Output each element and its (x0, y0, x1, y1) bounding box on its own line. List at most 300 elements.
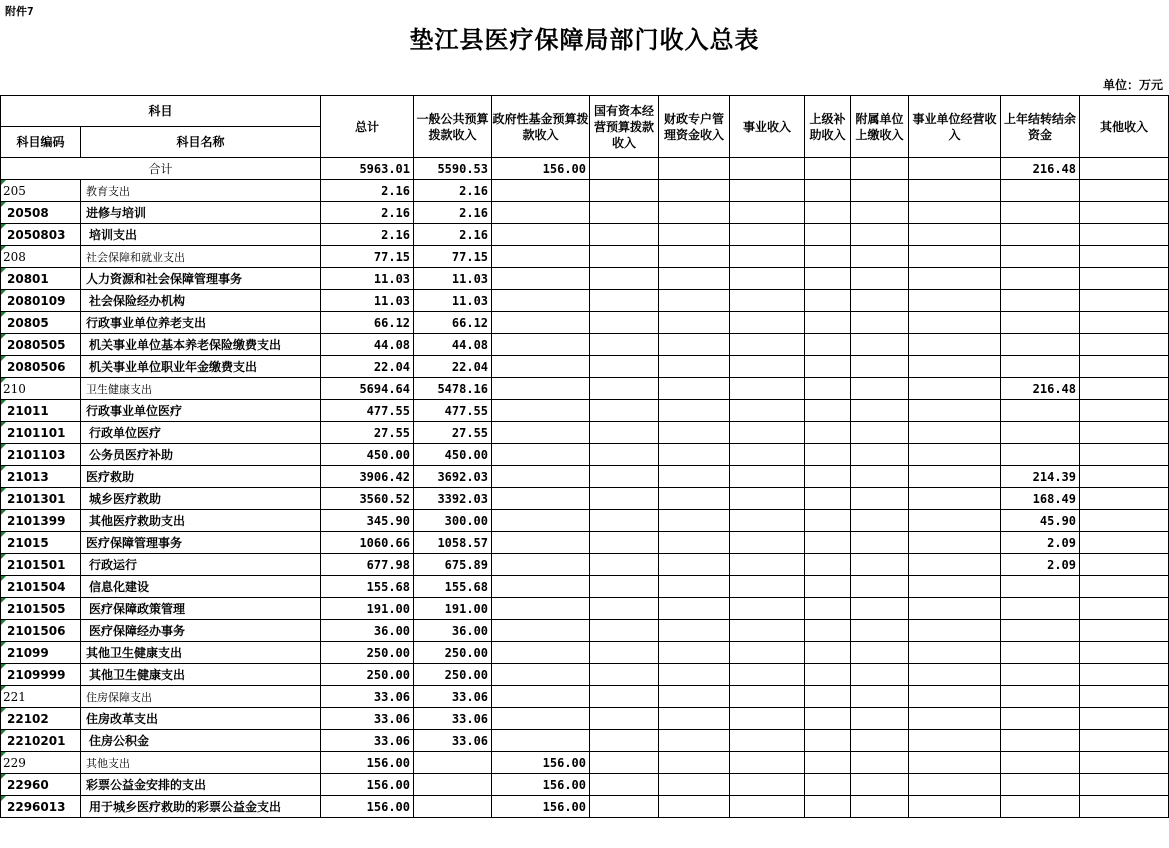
business-income-cell (730, 268, 805, 290)
total-cell: 156.00 (321, 796, 414, 818)
total-cell: 191.00 (321, 598, 414, 620)
affiliated-unit-cell (851, 400, 909, 422)
other-income-cell (1080, 444, 1169, 466)
state-capital-cell (590, 554, 659, 576)
carryover-cell (1001, 334, 1080, 356)
superior-subsidy-cell (805, 686, 851, 708)
state-capital-cell (590, 400, 659, 422)
superior-subsidy-cell (805, 554, 851, 576)
carryover-cell (1001, 180, 1080, 202)
general-budget-cell: 3692.03 (414, 466, 492, 488)
affiliated-unit-cell (851, 576, 909, 598)
state-capital-cell (590, 268, 659, 290)
fiscal-special-cell (659, 642, 730, 664)
state-capital-cell (590, 444, 659, 466)
page-title: 垫江县医疗保障局部门收入总表 (409, 25, 760, 54)
table-row (1, 730, 1169, 752)
fiscal-special-cell (659, 774, 730, 796)
table-row (1, 312, 1169, 334)
affiliated-unit-cell (851, 796, 909, 818)
affiliated-unit-cell (851, 598, 909, 620)
state-capital-cell (590, 422, 659, 444)
general-budget-cell: 33.06 (414, 730, 492, 752)
business-operation-cell (909, 598, 1001, 620)
other-income-cell (1080, 422, 1169, 444)
fiscal-special-cell (659, 554, 730, 576)
subject-code-cell: 2109999 (1, 664, 81, 686)
table-row (1, 598, 1169, 620)
header-state-capital: 国有资本经营预算拨款收入 (590, 96, 659, 158)
subject-code-cell: 21013 (1, 466, 81, 488)
business-income-cell (730, 510, 805, 532)
subject-name-cell: 其他卫生健康支出 (81, 664, 321, 686)
gov-fund-cell (492, 268, 590, 290)
total-cell: 250.00 (321, 642, 414, 664)
table-row (1, 488, 1169, 510)
other-income-cell (1080, 290, 1169, 312)
business-income-cell (730, 620, 805, 642)
subject-code-cell: 21015 (1, 532, 81, 554)
total-cell: 11.03 (321, 268, 414, 290)
business-income-cell (730, 290, 805, 312)
subject-name-cell: 医疗保障经办事务 (81, 620, 321, 642)
subject-code-cell: 20508 (1, 202, 81, 224)
carryover-cell (1001, 224, 1080, 246)
carryover-cell (1001, 202, 1080, 224)
business-income-cell (730, 796, 805, 818)
superior-subsidy-cell (805, 202, 851, 224)
table-row (1, 378, 1169, 400)
business-income-cell (730, 466, 805, 488)
table-row (1, 466, 1169, 488)
total-cell: 477.55 (321, 400, 414, 422)
general-budget-cell: 2.16 (414, 202, 492, 224)
carryover-cell (1001, 642, 1080, 664)
subject-code-cell: 2101506 (1, 620, 81, 642)
subject-name-cell: 行政单位医疗 (81, 422, 321, 444)
gov-fund-cell (492, 664, 590, 686)
other-income-cell (1080, 752, 1169, 774)
superior-subsidy-cell (805, 598, 851, 620)
gov-fund-cell: 156.00 (492, 774, 590, 796)
gov-fund-cell (492, 444, 590, 466)
gov-fund-cell (492, 576, 590, 598)
other-income-cell (1080, 620, 1169, 642)
state-capital-cell (590, 686, 659, 708)
superior-subsidy-cell (805, 356, 851, 378)
total-cell: 155.68 (321, 576, 414, 598)
other-income-cell (1080, 268, 1169, 290)
carryover-cell (1001, 444, 1080, 466)
affiliated-unit-cell (851, 466, 909, 488)
subject-name-cell: 人力资源和社会保障管理事务 (81, 268, 321, 290)
state-capital-cell (590, 796, 659, 818)
gov-fund-cell (492, 422, 590, 444)
other-income-cell (1080, 334, 1169, 356)
subject-name-cell: 住房公积金 (81, 730, 321, 752)
business-operation-cell (909, 444, 1001, 466)
state-capital-cell (590, 202, 659, 224)
business-income-cell (730, 378, 805, 400)
other-income-cell (1080, 686, 1169, 708)
table-row (1, 334, 1169, 356)
carryover-cell (1001, 268, 1080, 290)
general-budget-cell: 27.55 (414, 422, 492, 444)
business-income-cell (730, 664, 805, 686)
business-operation-cell (909, 796, 1001, 818)
fiscal-special-cell (659, 664, 730, 686)
gov-fund-cell (492, 466, 590, 488)
general-budget-cell: 5478.16 (414, 378, 492, 400)
subject-code-cell: 22102 (1, 708, 81, 730)
superior-subsidy-cell (805, 708, 851, 730)
gov-fund-cell (492, 620, 590, 642)
other-income-cell (1080, 708, 1169, 730)
total-business-income (730, 158, 805, 180)
subject-name-cell: 医疗救助 (81, 466, 321, 488)
affiliated-unit-cell (851, 422, 909, 444)
business-operation-cell (909, 290, 1001, 312)
gov-fund-cell (492, 246, 590, 268)
general-budget-cell: 36.00 (414, 620, 492, 642)
business-income-cell (730, 532, 805, 554)
table-row (1, 510, 1169, 532)
business-income-cell (730, 444, 805, 466)
gov-fund-cell (492, 400, 590, 422)
business-income-cell (730, 708, 805, 730)
other-income-cell (1080, 664, 1169, 686)
subject-name-cell: 进修与培训 (81, 202, 321, 224)
carryover-cell (1001, 796, 1080, 818)
subject-name-cell: 住房保障支出 (81, 686, 321, 708)
header-total: 总计 (321, 96, 414, 158)
subject-code-cell: 229 (1, 752, 81, 774)
affiliated-unit-cell (851, 620, 909, 642)
business-operation-cell (909, 312, 1001, 334)
header-subject: 科目 (1, 96, 321, 127)
business-income-cell (730, 642, 805, 664)
other-income-cell (1080, 224, 1169, 246)
gov-fund-cell (492, 312, 590, 334)
carryover-cell: 45.90 (1001, 510, 1080, 532)
carryover-cell (1001, 664, 1080, 686)
subject-name-cell: 城乡医疗救助 (81, 488, 321, 510)
carryover-cell (1001, 576, 1080, 598)
superior-subsidy-cell (805, 488, 851, 510)
total-row (1, 158, 1169, 180)
subject-code-cell: 21099 (1, 642, 81, 664)
subject-name-cell: 住房改革支出 (81, 708, 321, 730)
other-income-cell (1080, 400, 1169, 422)
state-capital-cell (590, 224, 659, 246)
subject-name-cell: 其他支出 (81, 752, 321, 774)
affiliated-unit-cell (851, 752, 909, 774)
business-operation-cell (909, 708, 1001, 730)
carryover-cell (1001, 356, 1080, 378)
header-other-income: 其他收入 (1080, 96, 1169, 158)
business-income-cell (730, 334, 805, 356)
general-budget-cell: 675.89 (414, 554, 492, 576)
total-carryover: 216.48 (1001, 158, 1080, 180)
business-operation-cell (909, 576, 1001, 598)
subject-name-cell: 医疗保障政策管理 (81, 598, 321, 620)
table-row (1, 246, 1169, 268)
total-cell: 66.12 (321, 312, 414, 334)
subject-name-cell: 机关事业单位基本养老保险缴费支出 (81, 334, 321, 356)
general-budget-cell: 22.04 (414, 356, 492, 378)
table-row (1, 554, 1169, 576)
superior-subsidy-cell (805, 730, 851, 752)
general-budget-cell (414, 796, 492, 818)
business-operation-cell (909, 246, 1001, 268)
general-budget-cell: 250.00 (414, 664, 492, 686)
carryover-cell: 2.09 (1001, 532, 1080, 554)
subject-code-cell: 2296013 (1, 796, 81, 818)
other-income-cell (1080, 554, 1169, 576)
business-income-cell (730, 752, 805, 774)
fiscal-special-cell (659, 202, 730, 224)
business-operation-cell (909, 400, 1001, 422)
subject-name-cell: 彩票公益金安排的支出 (81, 774, 321, 796)
business-operation-cell (909, 730, 1001, 752)
business-income-cell (730, 576, 805, 598)
fiscal-special-cell (659, 268, 730, 290)
fiscal-special-cell (659, 730, 730, 752)
business-operation-cell (909, 378, 1001, 400)
unit-label: 单位：万元 (1102, 78, 1163, 92)
state-capital-cell (590, 510, 659, 532)
superior-subsidy-cell (805, 290, 851, 312)
subject-name-cell: 行政事业单位养老支出 (81, 312, 321, 334)
affiliated-unit-cell (851, 510, 909, 532)
business-income-cell (730, 224, 805, 246)
total-gov-fund: 156.00 (492, 158, 590, 180)
total-cell: 44.08 (321, 334, 414, 356)
fiscal-special-cell (659, 466, 730, 488)
general-budget-cell: 33.06 (414, 686, 492, 708)
table-row (1, 752, 1169, 774)
subject-name-cell: 卫生健康支出 (81, 378, 321, 400)
table-row (1, 620, 1169, 642)
header-business-income: 事业收入 (730, 96, 805, 158)
table-row (1, 290, 1169, 312)
state-capital-cell (590, 708, 659, 730)
business-operation-cell (909, 488, 1001, 510)
affiliated-unit-cell (851, 290, 909, 312)
business-operation-cell (909, 466, 1001, 488)
superior-subsidy-cell (805, 334, 851, 356)
subject-code-cell: 210 (1, 378, 81, 400)
subject-code-cell: 208 (1, 246, 81, 268)
table-row (1, 686, 1169, 708)
business-operation-cell (909, 554, 1001, 576)
header-general-budget: 一般公共预算拨款收入 (414, 96, 492, 158)
general-budget-cell (414, 752, 492, 774)
business-income-cell (730, 488, 805, 510)
fiscal-special-cell (659, 510, 730, 532)
general-budget-cell: 44.08 (414, 334, 492, 356)
affiliated-unit-cell (851, 334, 909, 356)
total-cell: 33.06 (321, 730, 414, 752)
state-capital-cell (590, 356, 659, 378)
income-summary-table (0, 95, 1169, 818)
state-capital-cell (590, 334, 659, 356)
superior-subsidy-cell (805, 378, 851, 400)
business-income-cell (730, 686, 805, 708)
business-income-cell (730, 356, 805, 378)
subject-name-cell: 用于城乡医疗救助的彩票公益金支出 (81, 796, 321, 818)
superior-subsidy-cell (805, 422, 851, 444)
subject-code-cell: 20801 (1, 268, 81, 290)
gov-fund-cell: 156.00 (492, 796, 590, 818)
table-row (1, 268, 1169, 290)
subject-code-cell: 2050803 (1, 224, 81, 246)
fiscal-special-cell (659, 246, 730, 268)
general-budget-cell: 77.15 (414, 246, 492, 268)
total-cell: 345.90 (321, 510, 414, 532)
state-capital-cell (590, 312, 659, 334)
state-capital-cell (590, 290, 659, 312)
other-income-cell (1080, 202, 1169, 224)
superior-subsidy-cell (805, 664, 851, 686)
header-affiliated-unit: 附属单位上缴收入 (851, 96, 909, 158)
fiscal-special-cell (659, 686, 730, 708)
total-cell: 156.00 (321, 752, 414, 774)
gov-fund-cell (492, 224, 590, 246)
business-income-cell (730, 312, 805, 334)
total-other-income (1080, 158, 1169, 180)
business-operation-cell (909, 774, 1001, 796)
fiscal-special-cell (659, 444, 730, 466)
business-income-cell (730, 554, 805, 576)
carryover-cell (1001, 312, 1080, 334)
subject-name-cell: 信息化建设 (81, 576, 321, 598)
fiscal-special-cell (659, 488, 730, 510)
total-cell: 2.16 (321, 202, 414, 224)
total-general-budget: 5590.53 (414, 158, 492, 180)
fiscal-special-cell (659, 290, 730, 312)
subject-name-cell: 社会保险经办机构 (81, 290, 321, 312)
affiliated-unit-cell (851, 202, 909, 224)
fiscal-special-cell (659, 356, 730, 378)
business-operation-cell (909, 356, 1001, 378)
other-income-cell (1080, 180, 1169, 202)
other-income-cell (1080, 642, 1169, 664)
state-capital-cell (590, 620, 659, 642)
total-cell: 22.04 (321, 356, 414, 378)
other-income-cell (1080, 356, 1169, 378)
header-gov-fund: 政府性基金预算拨款收入 (492, 96, 590, 158)
header-business-operation: 事业单位经营收入 (909, 96, 1001, 158)
other-income-cell (1080, 598, 1169, 620)
business-operation-cell (909, 664, 1001, 686)
general-budget-cell: 66.12 (414, 312, 492, 334)
header-superior-subsidy: 上级补助收入 (805, 96, 851, 158)
table-row (1, 422, 1169, 444)
header-carryover: 上年结转结余资金 (1001, 96, 1080, 158)
fiscal-special-cell (659, 708, 730, 730)
subject-code-cell: 2101103 (1, 444, 81, 466)
superior-subsidy-cell (805, 268, 851, 290)
business-operation-cell (909, 752, 1001, 774)
state-capital-cell (590, 488, 659, 510)
general-budget-cell: 11.03 (414, 290, 492, 312)
table-row (1, 796, 1169, 818)
business-operation-cell (909, 620, 1001, 642)
carryover-cell (1001, 400, 1080, 422)
business-income-cell (730, 400, 805, 422)
subject-name-cell: 行政事业单位医疗 (81, 400, 321, 422)
affiliated-unit-cell (851, 268, 909, 290)
table-row (1, 576, 1169, 598)
general-budget-cell: 450.00 (414, 444, 492, 466)
total-cell: 3906.42 (321, 466, 414, 488)
business-income-cell (730, 180, 805, 202)
table-row (1, 642, 1169, 664)
affiliated-unit-cell (851, 444, 909, 466)
subject-code-cell: 2101399 (1, 510, 81, 532)
general-budget-cell (414, 774, 492, 796)
carryover-cell (1001, 686, 1080, 708)
carryover-cell (1001, 708, 1080, 730)
total-cell: 450.00 (321, 444, 414, 466)
business-income-cell (730, 774, 805, 796)
general-budget-cell: 1058.57 (414, 532, 492, 554)
fiscal-special-cell (659, 400, 730, 422)
gov-fund-cell (492, 202, 590, 224)
carryover-cell (1001, 730, 1080, 752)
gov-fund-cell (492, 510, 590, 532)
subject-name-cell: 公务员医疗补助 (81, 444, 321, 466)
state-capital-cell (590, 730, 659, 752)
fiscal-special-cell (659, 378, 730, 400)
carryover-cell: 214.39 (1001, 466, 1080, 488)
gov-fund-cell (492, 378, 590, 400)
general-budget-cell: 2.16 (414, 224, 492, 246)
superior-subsidy-cell (805, 246, 851, 268)
state-capital-cell (590, 180, 659, 202)
subject-code-cell: 2080505 (1, 334, 81, 356)
table-row (1, 202, 1169, 224)
total-cell: 2.16 (321, 224, 414, 246)
affiliated-unit-cell (851, 642, 909, 664)
business-income-cell (730, 730, 805, 752)
superior-subsidy-cell (805, 532, 851, 554)
affiliated-unit-cell (851, 246, 909, 268)
subject-code-cell: 2101501 (1, 554, 81, 576)
total-cell: 1060.66 (321, 532, 414, 554)
affiliated-unit-cell (851, 224, 909, 246)
fiscal-special-cell (659, 620, 730, 642)
other-income-cell (1080, 246, 1169, 268)
gov-fund-cell (492, 708, 590, 730)
subject-code-cell: 2210201 (1, 730, 81, 752)
state-capital-cell (590, 598, 659, 620)
general-budget-cell: 33.06 (414, 708, 492, 730)
affiliated-unit-cell (851, 488, 909, 510)
table-row (1, 774, 1169, 796)
other-income-cell (1080, 774, 1169, 796)
header-fiscal-special: 财政专户管理资金收入 (659, 96, 730, 158)
gov-fund-cell (492, 642, 590, 664)
total-label: 合计 (1, 158, 321, 180)
table-row (1, 664, 1169, 686)
business-income-cell (730, 422, 805, 444)
business-operation-cell (909, 510, 1001, 532)
total-cell: 3560.52 (321, 488, 414, 510)
fiscal-special-cell (659, 598, 730, 620)
state-capital-cell (590, 642, 659, 664)
